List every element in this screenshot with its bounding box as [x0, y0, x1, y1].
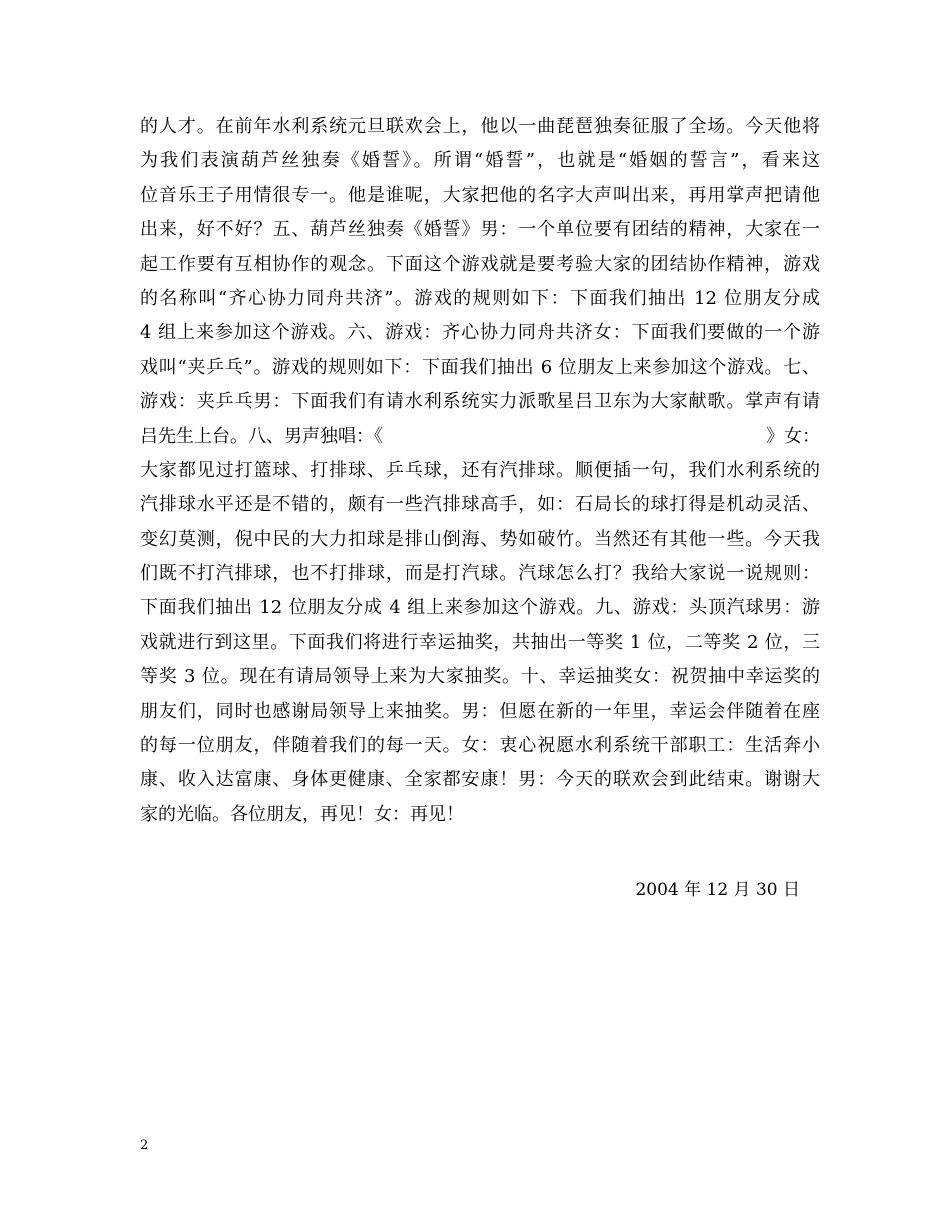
page-number: 2 [140, 1138, 149, 1153]
text-line: 出来，好不好？五、葫芦丝独奏《婚誓》男：一个单位要有团结的精神，大家在一 [140, 219, 820, 241]
text-line: 4 组上来参加这个游戏。六、游戏：齐心协力同舟共济女：下面我们要做的一个游 [140, 322, 820, 344]
text-line: 戏就进行到这里。下面我们将进行幸运抽奖，共抽出一等奖 1 位，二等奖 2 位，三 [140, 631, 820, 653]
text-segment-right: 》女： [766, 425, 820, 447]
text-line: 游戏：夹乒乓男：下面我们有请水利系统实力派歌星吕卫东为大家献歌。掌声有请 [140, 391, 820, 413]
document-date: 2004 年 12 月 30 日 [635, 880, 800, 900]
text-segment-left: 吕先生上台。八、男声独唱：《 [140, 425, 383, 447]
text-line: 为我们表演葫芦丝独奏《婚誓》。所谓“婚誓”，也就是“婚姻的誓言”，看来这 [140, 150, 820, 172]
text-line: 朋友们，同时也感谢局领导上来抽奖。男：但愿在新的一年里，幸运会伴随着在座 [140, 700, 820, 722]
text-line: 下面我们抽出 12 位朋友分成 4 组上来参加这个游戏。九、游戏：头顶汽球男：游 [140, 597, 820, 619]
text-line: 变幻莫测，倪中民的大力扣球是排山倒海、势如破竹。当然还有其他一些。今天我 [140, 528, 820, 550]
text-line: 大家都见过打篮球、打排球、乒乓球，还有汽排球。顺便插一句，我们水利系统的 [140, 459, 820, 481]
text-line: 戏叫“夹乒乓”。游戏的规则如下：下面我们抽出 6 位朋友上来参加这个游戏。七、 [140, 356, 820, 378]
text-line: 们既不打汽排球，也不打排球，而是打汽球。汽球怎么打？我给大家说一说规则： [140, 563, 820, 585]
text-line: 等奖 3 位。现在有请局领导上来为大家抽奖。十、幸运抽奖女：祝贺抽中幸运奖的 [140, 666, 820, 688]
text-line: 起工作要有互相协作的观念。下面这个游戏就是要考验大家的团结协作精神，游戏 [140, 253, 820, 275]
text-line-with-gap [140, 420, 820, 454]
body-text [140, 110, 820, 832]
text-line: 汽排球水平还是不错的，颇有一些汽排球高手，如：石局长的球打得是机动灵活、 [140, 494, 820, 516]
text-line: 康、收入达富康、身体更健康、全家都安康！男：今天的联欢会到此结束。谢谢大 [140, 769, 820, 791]
text-line: 的名称叫“齐心协力同舟共济”。游戏的规则如下：下面我们抽出 12 位朋友分成 [140, 287, 820, 309]
text-line: 位音乐王子用情很专一。他是谁呢，大家把他的名字大声叫出来，再用掌声把请他 [140, 184, 820, 206]
text-line: 的每一位朋友，伴随着我们的每一天。女：衷心祝愿水利系统干部职工：生活奔小 [140, 735, 820, 757]
text-line: 的人才。在前年水利系统元旦联欢会上，他以一曲琵琶独奏征服了全场。今天他将 [140, 116, 820, 137]
text-line-last: 家的光临。各位朋友，再见！女：再见！ [140, 803, 464, 825]
